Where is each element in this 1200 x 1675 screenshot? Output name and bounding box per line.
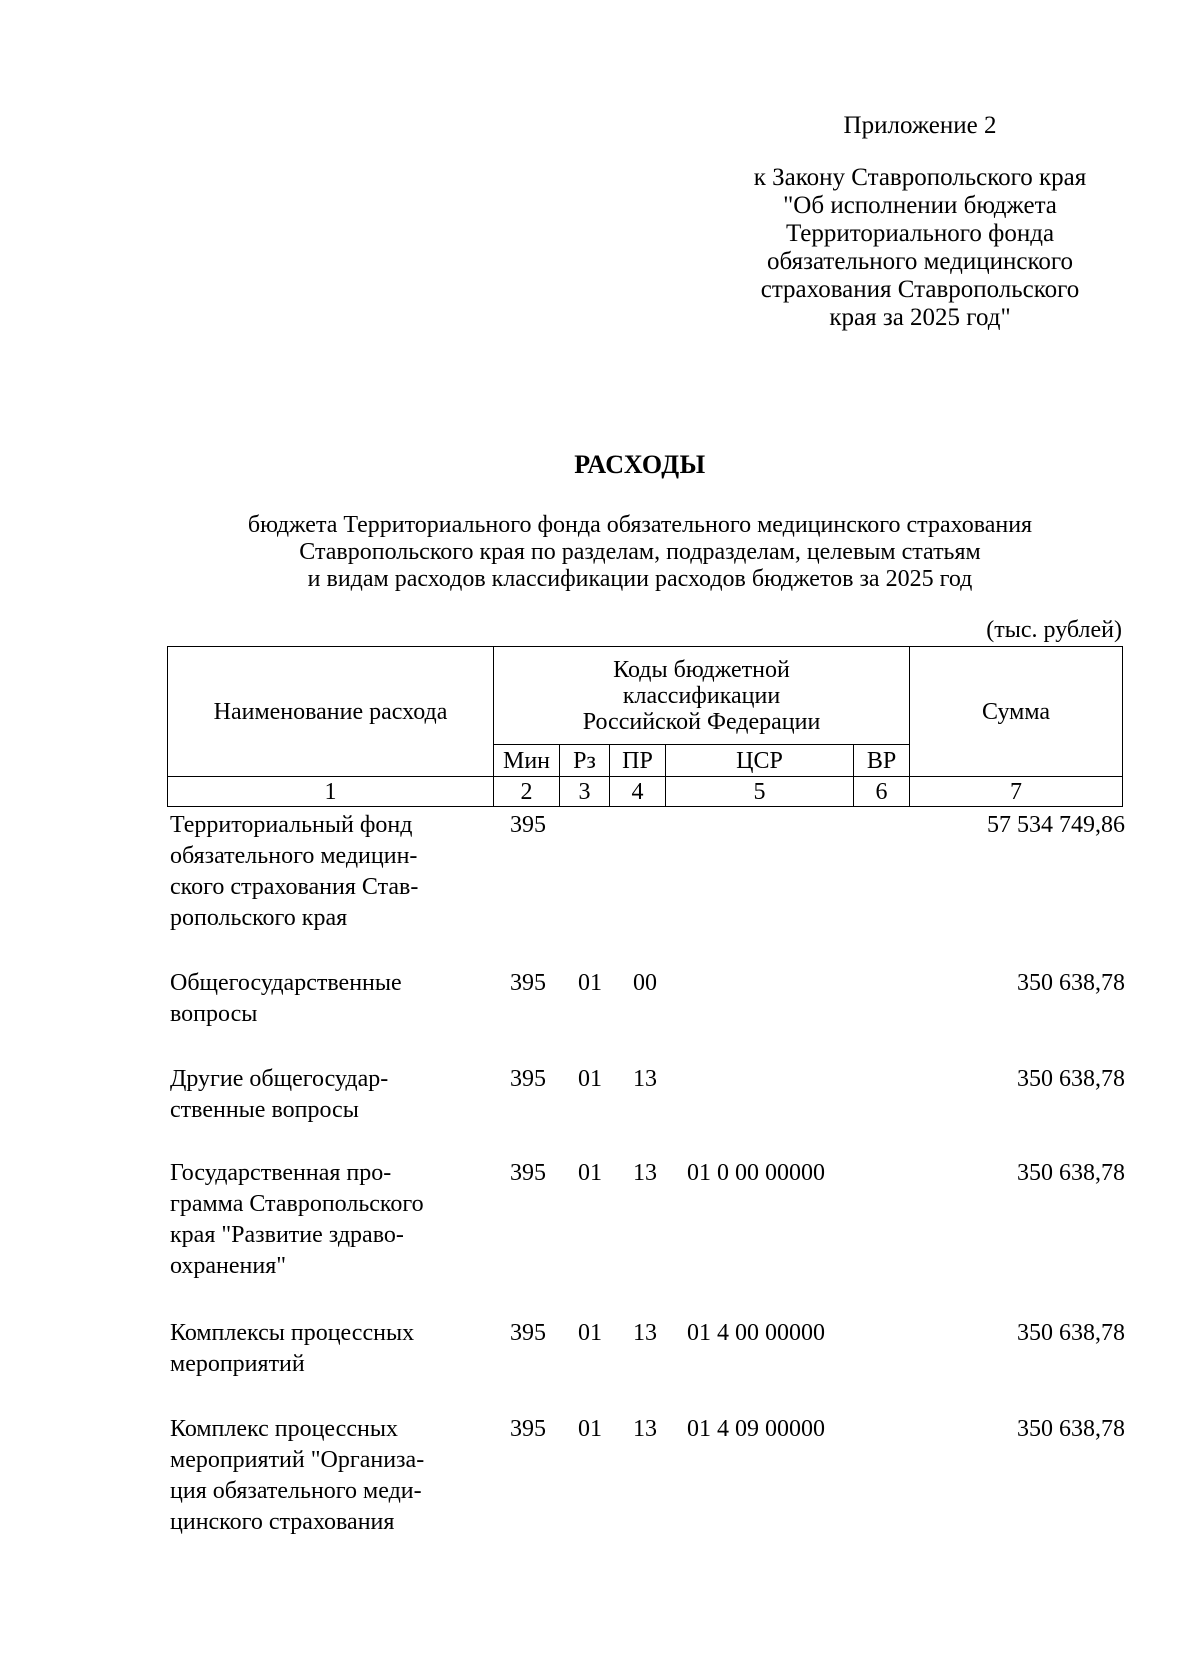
row-name-line: вопросы	[170, 1001, 258, 1027]
header-rz: Рз	[560, 745, 610, 777]
appendix-title: Приложение 2	[843, 112, 997, 139]
header-sum: Сумма	[910, 647, 1123, 777]
row-pr: 00	[633, 970, 657, 996]
header-codes-line: Российской Федерации	[582, 708, 821, 735]
appendix-line: Территориального фонда	[785, 220, 1055, 247]
appendix-line: страхования Ставропольского	[760, 276, 1080, 303]
header-min: Мин	[494, 745, 560, 777]
header-codes-line: классификации	[622, 682, 781, 709]
row-name	[170, 1318, 470, 1380]
appendix-block	[700, 112, 1140, 332]
column-number: 3	[560, 777, 610, 807]
row-pr: 13	[633, 1416, 657, 1442]
row-csr: 01 4 00 00000	[687, 1320, 825, 1346]
appendix-line: к Закону Ставропольского края	[753, 164, 1087, 191]
row-name	[170, 1414, 470, 1538]
row-sum: 350 638,78	[1017, 1066, 1125, 1092]
row-name	[170, 1158, 470, 1282]
row-name-line: Комплексы процессных	[170, 1320, 415, 1346]
row-name-line: мероприятий "Организа-	[170, 1447, 425, 1473]
appendix-line: обязательного медицинского	[766, 248, 1073, 275]
column-number: 4	[610, 777, 666, 807]
column-number: 7	[910, 777, 1123, 807]
subtitle-line: и видам расходов классификации расходов бюджетов за 2025 год	[307, 566, 973, 592]
row-sum: 350 638,78	[1017, 1160, 1125, 1186]
row-name	[170, 810, 470, 934]
row-name-line: грамма Ставропольского	[170, 1191, 424, 1217]
column-number: 6	[854, 777, 910, 807]
row-csr: 01 4 09 00000	[687, 1416, 825, 1442]
row-name-line: Другие общегосудар-	[170, 1066, 389, 1092]
row-name-line: края "Развитие здраво-	[170, 1222, 404, 1248]
row-rz: 01	[578, 1416, 602, 1442]
row-name-line: Территориальный фонд	[170, 812, 413, 838]
header-name: Наименование расхода	[168, 647, 494, 777]
row-name-line: охранения"	[170, 1253, 287, 1279]
header-csr: ЦСР	[666, 745, 854, 777]
row-pr: 13	[633, 1320, 657, 1346]
row-name-line: Комплекс процессных	[170, 1416, 398, 1442]
row-pr: 13	[633, 1160, 657, 1186]
row-name-line: ского страхования Став-	[170, 874, 419, 900]
column-number: 1	[168, 777, 494, 807]
column-number: 5	[666, 777, 854, 807]
row-pr: 13	[633, 1066, 657, 1092]
header-codes	[494, 647, 910, 745]
row-rz: 01	[578, 1320, 602, 1346]
appendix-line: края за 2025 год"	[829, 304, 1011, 331]
document-title: РАСХОДЫ	[574, 450, 706, 479]
subtitle-line: Ставропольского края по разделам, подразделам, целевым статьям	[299, 539, 981, 565]
row-sum: 57 534 749,86	[987, 812, 1125, 838]
header-vr: ВР	[854, 745, 910, 777]
row-name-line: Общегосударственные	[170, 970, 402, 996]
row-name-line: Государственная про-	[170, 1160, 392, 1186]
row-name	[170, 968, 470, 1030]
row-name-line: обязательного медицин-	[170, 843, 418, 869]
row-name	[170, 1064, 470, 1126]
row-sum: 350 638,78	[1017, 1416, 1125, 1442]
header-pr: ПР	[610, 745, 666, 777]
table-header	[167, 646, 1123, 807]
row-min: 395	[510, 1320, 546, 1346]
row-sum: 350 638,78	[1017, 1320, 1125, 1346]
column-number: 2	[494, 777, 560, 807]
row-rz: 01	[578, 970, 602, 996]
row-name-line: ция обязательного меди-	[170, 1478, 422, 1504]
row-name-line: ропольского края	[170, 905, 348, 931]
row-min: 395	[510, 1160, 546, 1186]
document-subtitle	[160, 512, 1120, 593]
header-codes-line: Коды бюджетной	[613, 656, 790, 683]
row-rz: 01	[578, 1160, 602, 1186]
row-min: 395	[510, 1416, 546, 1442]
row-min: 395	[510, 812, 546, 838]
row-sum: 350 638,78	[1017, 970, 1125, 996]
appendix-line: "Об исполнении бюджета	[783, 192, 1057, 219]
row-min: 395	[510, 970, 546, 996]
row-name-line: мероприятий	[170, 1351, 305, 1377]
row-name-line: ственные вопросы	[170, 1097, 359, 1123]
row-min: 395	[510, 1066, 546, 1092]
subtitle-line: бюджета Территориального фонда обязательного медицинского страхования	[247, 512, 1033, 538]
units-label: (тыс. рублей)	[986, 617, 1122, 643]
row-rz: 01	[578, 1066, 602, 1092]
row-csr: 01 0 00 00000	[687, 1160, 825, 1186]
row-name-line: цинского страхования	[170, 1509, 395, 1535]
